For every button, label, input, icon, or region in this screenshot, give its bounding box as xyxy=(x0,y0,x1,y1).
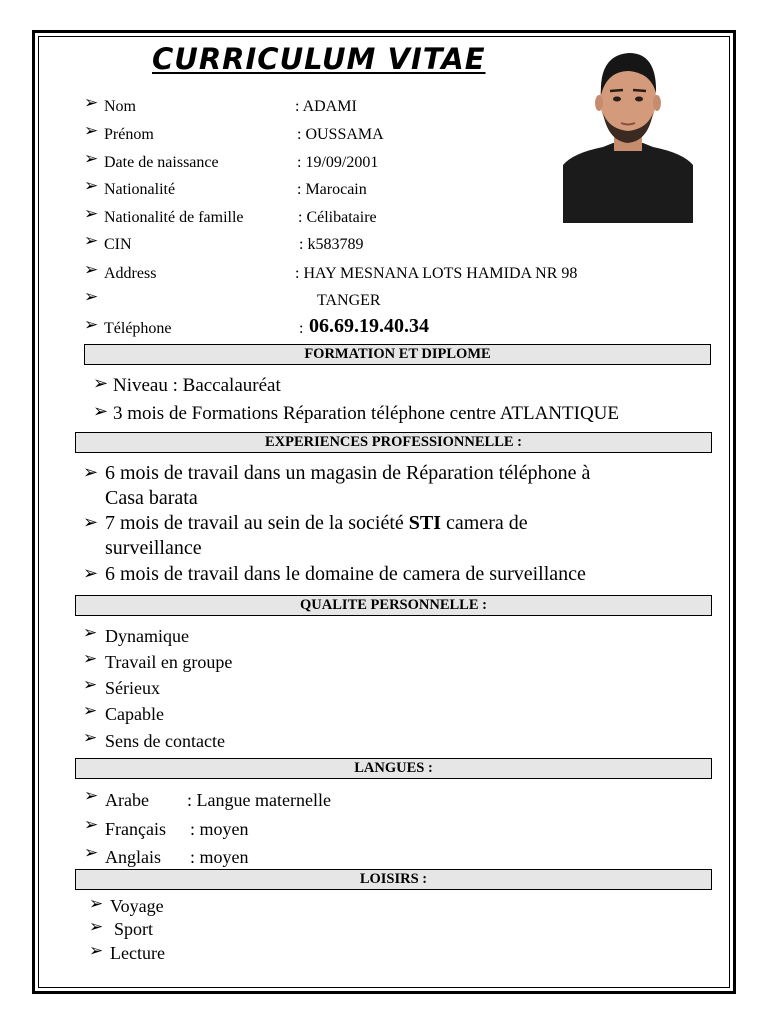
arrow-bullet-icon: ➢ xyxy=(84,176,99,196)
experience-item-continued: surveillance xyxy=(105,537,202,559)
address-value: : HAY MESNANA LOTS HAMIDA NR 98 xyxy=(295,265,578,282)
quality-item: Sens de contacte xyxy=(105,731,225,751)
cin-label: CIN xyxy=(104,236,132,253)
arrow-bullet-icon: ➢ xyxy=(84,93,99,113)
language-level: : Langue maternelle xyxy=(187,790,331,810)
hobbies-heading: LOISIRS : xyxy=(75,869,712,890)
arrow-bullet-icon: ➢ xyxy=(84,231,99,251)
arrow-bullet-icon: ➢ xyxy=(84,843,99,863)
arrow-bullet-icon: ➢ xyxy=(89,941,104,961)
cin-value: : k583789 xyxy=(299,236,364,253)
arrow-bullet-icon: ➢ xyxy=(93,401,109,422)
arrow-bullet-icon: ➢ xyxy=(84,121,99,141)
quality-item: Travail en groupe xyxy=(105,652,233,672)
formation-item: 3 mois de Formations Réparation téléphone centre ATLANTIQUE xyxy=(113,403,620,424)
arrow-bullet-icon: ➢ xyxy=(83,701,98,721)
languages-heading: LANGUES : xyxy=(75,758,712,779)
arrow-bullet-icon: ➢ xyxy=(83,462,99,483)
hobby-item: Sport xyxy=(114,919,154,939)
qualities-heading: QUALITE PERSONNELLE : xyxy=(75,595,712,616)
nationality-label: Nationalité xyxy=(104,181,176,198)
quality-item: Sérieux xyxy=(105,678,160,698)
nom-label: Nom xyxy=(104,98,136,115)
company-name: STI xyxy=(408,512,442,534)
experience-heading: EXPERIENCES PROFESSIONNELLE : xyxy=(75,432,712,453)
arrow-bullet-icon: ➢ xyxy=(83,512,99,533)
family-status-label: Nationalité de famille xyxy=(104,209,244,226)
profile-photo xyxy=(563,43,693,223)
page-title: CURRICULUM VITAE xyxy=(152,42,486,76)
birthdate-value: : 19/09/2001 xyxy=(297,154,379,171)
arrow-bullet-icon: ➢ xyxy=(93,373,109,394)
arrow-bullet-icon: ➢ xyxy=(83,649,98,669)
arrow-bullet-icon: ➢ xyxy=(84,315,99,335)
arrow-bullet-icon: ➢ xyxy=(83,563,99,584)
birthdate-label: Date de naissance xyxy=(104,154,219,171)
experience-text: 7 mois de travail au sein de la société xyxy=(105,512,409,534)
experience-text: camera de xyxy=(441,512,528,534)
prenom-label: Prénom xyxy=(104,126,154,143)
phone-value: 06.69.19.40.34 xyxy=(309,315,429,337)
address-city-value: TANGER xyxy=(317,292,381,309)
experience-item: 6 mois de travail dans un magasin de Réparation téléphone à xyxy=(105,462,591,484)
language-level: : moyen xyxy=(190,819,249,839)
arrow-bullet-icon: ➢ xyxy=(89,917,104,937)
experience-item: 6 mois de travail dans le domaine de camera de surveillance xyxy=(105,563,586,585)
language-level: : moyen xyxy=(190,847,249,867)
hobby-item: Voyage xyxy=(110,896,164,916)
arrow-bullet-icon: ➢ xyxy=(84,815,99,835)
arrow-bullet-icon: ➢ xyxy=(84,287,99,307)
arrow-bullet-icon: ➢ xyxy=(84,786,99,806)
family-status-value: : Célibataire xyxy=(298,209,377,226)
formation-heading: FORMATION ET DIPLOME xyxy=(84,344,711,365)
phone-label: Téléphone xyxy=(104,320,172,337)
quality-item: Dynamique xyxy=(105,626,189,646)
arrow-bullet-icon: ➢ xyxy=(83,623,98,643)
experience-item-continued: Casa barata xyxy=(105,487,198,509)
arrow-bullet-icon: ➢ xyxy=(83,728,98,748)
arrow-bullet-icon: ➢ xyxy=(84,149,99,169)
arrow-bullet-icon: ➢ xyxy=(83,675,98,695)
quality-item: Capable xyxy=(105,704,164,724)
address-label: Address xyxy=(104,265,157,282)
nom-value: : ADAMI xyxy=(295,98,357,115)
hobby-item: Lecture xyxy=(110,943,165,963)
arrow-bullet-icon: ➢ xyxy=(84,204,99,224)
arrow-bullet-icon: ➢ xyxy=(84,260,99,280)
nationality-value: : Marocain xyxy=(297,181,367,198)
language-name: Français xyxy=(105,819,166,839)
formation-item: Niveau : Baccalauréat xyxy=(113,375,281,396)
experience-item xyxy=(105,512,528,535)
language-name: Arabe xyxy=(105,790,149,810)
prenom-value: : OUSSAMA xyxy=(297,126,384,143)
language-name: Anglais xyxy=(105,847,161,867)
arrow-bullet-icon: ➢ xyxy=(89,894,104,914)
phone-colon: : xyxy=(299,320,304,337)
